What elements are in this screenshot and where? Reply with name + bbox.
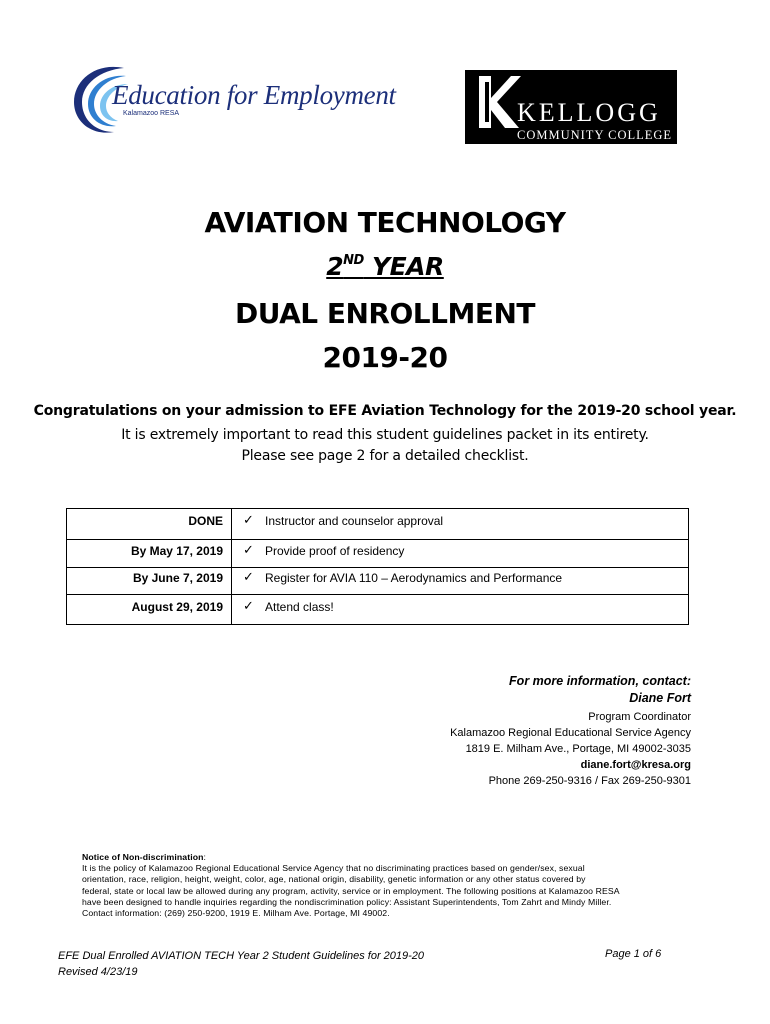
notice-line: federal, state or local law be allowed during any program, activity, service or in employment. The following positions at Kalamazoo RESA (82, 885, 620, 896)
title-program: AVIATION TECHNOLOGY (204, 206, 566, 239)
contact-phone: Phone 269-250-9316 / Fax 269-250-9301 (488, 775, 691, 787)
checklist-row (67, 509, 688, 537)
efe-logo (66, 60, 396, 140)
checkmark-icon: ✓ (243, 512, 254, 527)
checkmark-icon: ✓ (243, 569, 254, 584)
checklist-task: Attend class! (265, 600, 334, 614)
notice-line: Contact information: (269) 250-9200, 1919 E. Milham Ave. Portage, MI 49002. (82, 908, 390, 919)
footer-page-number: Page 1 of 6 (605, 948, 662, 960)
contact-name: Diane Fort (629, 691, 691, 705)
checklist-task: Register for AVIA 110 – Aerodynamics and Performance (265, 571, 563, 585)
contact-email[interactable]: diane.fort@kresa.org (580, 759, 691, 771)
efe-logo-subtitle: Kalamazoo RESA (123, 110, 180, 117)
footer-revised-date: Revised 4/23/19 (58, 966, 138, 978)
title-dual-enrollment: DUAL ENROLLMENT (234, 297, 535, 330)
notice-line: It is the policy of Kalamazoo Regional Educational Service Agency that no discriminating practices based on gender/sex, sexual (82, 863, 585, 874)
checklist-row (67, 566, 688, 594)
title-school-year: 2019-20 (322, 341, 448, 374)
kellogg-logo-name: KELLOGG (517, 98, 661, 127)
notice-line: have been designed to handle inquiries regarding the nondiscrimination policy: Assistant Superintendents, Tom Zahrt and Mindy Miller. (82, 896, 612, 907)
title-year-word: YEAR (363, 252, 444, 281)
kellogg-logo (465, 70, 677, 144)
checklist-date: August 29, 2019 (131, 600, 223, 614)
checklist-task: Instructor and counselor approval (265, 514, 444, 528)
non-discrimination-notice: Notice of Non-discrimination: It is the policy of Kalamazoo Regional Educational Service Agency that no discriminating practices based on gender/sex, sexual orientation, race, religion, height, weight, color, age, national origin, disability, genetic information or any other status covered by federal, state or local law be allowed during any program, activity, service or in employment. The following positions at Kalamazoo RESA have been designed to handle inquiries regarding the nondiscrimination policy: Assistant Superintendents, Tom Zahrt and Mindy Miller. Contact information: (269) 250-9200, 1919 E. Milham Ave. Portage, MI 49002. (82, 852, 692, 919)
checklist-date: By June 7, 2019 (132, 571, 223, 585)
title-year-suffix: ND (343, 253, 364, 268)
efe-logo-text: Education for Employment (112, 80, 396, 110)
footer-document-info (58, 948, 424, 980)
checklist-row (67, 595, 688, 623)
checklist-row (67, 539, 688, 567)
contact-role: Program Coordinator (588, 711, 691, 723)
kellogg-logo-subtitle: COMMUNITY COLLEGE (517, 128, 673, 142)
notice-line: orientation, race, religion, height, weight, color, age, national origin, disability, genetic information or any other status covered by (82, 874, 586, 885)
checklist-date: By May 17, 2019 (130, 544, 223, 558)
footer-document-title: EFE Dual Enrolled AVIATION TECH Year 2 Student Guidelines for 2019-20 (58, 950, 425, 962)
contact-heading: For more information, contact: (509, 674, 691, 688)
checkmark-icon: ✓ (243, 598, 254, 613)
title-year-number: 2 (326, 252, 344, 281)
checklist-task: Provide proof of residency (265, 544, 405, 558)
checklist-table (66, 508, 689, 625)
intro-congratulations: Congratulations on your admission to EFE Aviation Technology for the 2019-20 school year. (33, 403, 737, 419)
intro-read-packet: It is extremely important to read this student guidelines packet in its entirety. (121, 427, 649, 443)
title-year (0, 252, 770, 281)
notice-heading: Notice of Non-discrimination (82, 852, 204, 862)
kellogg-k-icon (471, 72, 521, 132)
contact-address: 1819 E. Milham Ave., Portage, MI 49002-3035 (465, 743, 691, 755)
intro-see-checklist: Please see page 2 for a detailed checklist. (241, 448, 529, 464)
checklist-date: DONE (188, 514, 223, 528)
contact-organization: Kalamazoo Regional Educational Service Agency (450, 727, 691, 739)
checkmark-icon: ✓ (243, 542, 254, 557)
